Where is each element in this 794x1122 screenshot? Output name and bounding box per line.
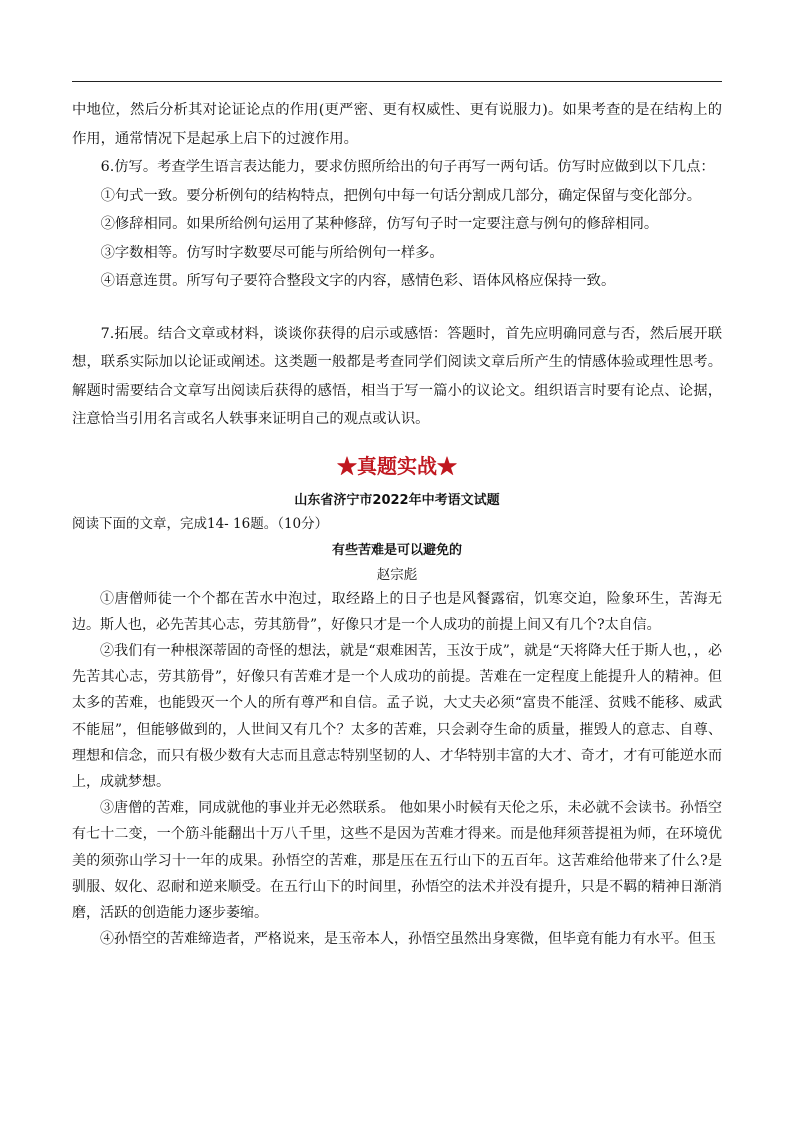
page-content	[72, 96, 722, 952]
article-title: 有些苦难是可以避免的	[331, 542, 462, 558]
intro-paragraph-extension: 7.拓展。结合文章或材料，谈谈你获得的启示或感悟：答题时，首先应明确同意与否，然后展开联想，联系实际加以论证或阐述。这类题一般都是考查同学们阅读文章后所产生的情感体验或理性思考。解题时需要结合文章写出阅读后获得的感悟，相当于写一篇小的议论文。组织语言时要有论点、论据，注意恰当引用名言或名人轶事来证明自己的观点或认识。	[72, 325, 722, 427]
article-paragraph-1: ①唐僧师徒一个个都在苦水中泡过，取经路上的日子也是风餐露宿，饥寒交迫，险象环生，苦海无边。斯人也，必先苦其心志，劳其筋骨”，好像只才是一个人成功的前提上间又有几个?太自信。	[72, 590, 722, 633]
article-paragraph-3: ③唐僧的苦难，同成就他的事业并无必然联系。 他如果小时候有天伦之乐，未必就不会读书。孙悟空有七十二变，一个筋斗能翻出十万八千里，这些不是因为苦难才得来。而是他拜须菩提祖为师，在环境优美的须弥山学习十一年的成果。孙悟空的苦难，那是压在五行山下的五百年。这苦难给他带来了什么?是驯服、奴化、忍耐和逆来顺受。在五行山下的时间里，孙悟空的法术并没有提升，只是不羁的精神日渐消磨，活跃的创造能力逐步萎缩。	[72, 800, 722, 921]
intro-paragraph-1: 中地位，然后分析其对论证论点的作用(更严密、更有权威性、更有说服力)。如果考查的是在结构上的作用，通常情况下是起承上启下的过渡作用。	[72, 102, 722, 147]
exam-title: 山东省济宁市2022年中考语文试题	[294, 492, 500, 508]
header-rule	[72, 81, 722, 82]
intro-point-sentence-pattern: ①句式一致。要分析例句的结构特点，把例句中每一句话分割成几部分，确定保留与变化部分。	[100, 187, 702, 204]
intro-paragraph-imitation: 6.仿写。考查学生语言表达能力，要求仿照所给出的句子再写一两句话。仿写时应做到以下几点：	[100, 159, 715, 175]
reading-instruction: 阅读下面的文章，完成14- 16题。（10分）	[72, 515, 329, 532]
article-paragraph-4: ④孙悟空的苦难缔造者，严格说来，是玉帝本人，孙悟空虽然出身寒微，但毕竟有能力有水平。但玉	[100, 931, 716, 948]
section-title: ★真题实战★	[337, 453, 457, 478]
article-body	[72, 586, 722, 953]
article-paragraph-2: ②我们有一种根深蒂固的奇怪的想法，就是“艰难困苦，玉汝于成”，就是“天将降大任于斯人也，，必先苦其心志，劳其筋骨”，好像只有苦难才是一个人成功的前提。苦难在一定程度上能提升人的精神。但太多的苦难，也能毁灭一个人的所有尊严和自信。孟子说，大丈夫必须“富贵不能淫、贫贱不能移、威武不能屈”，但能够做到的，人世间又有几个？太多的苦难，只会剥夺生命的质量，摧毁人的意志、自尊、理想和信念，而只有极少数有大志而且意志特别坚韧的人、才华特别丰富的大才、奇才，才有可能逆水而上，成就梦想。	[72, 642, 722, 790]
intro-point-rhetoric: ②修辞相同。如果所给例句运用了某种修辞，仿写句子时一定要注意与例句的修辞相同。	[100, 216, 659, 232]
intro-point-word-count: ③字数相等。仿写时字数要尽可能与所给例句一样多。	[100, 244, 444, 261]
intro-point-coherence: ④语意连贯。所写句子要符合整段文字的内容，感情色彩、语体风格应保持一致。	[100, 273, 616, 289]
article-author: 赵宗彪	[376, 566, 418, 583]
paragraph-gap	[72, 296, 722, 320]
